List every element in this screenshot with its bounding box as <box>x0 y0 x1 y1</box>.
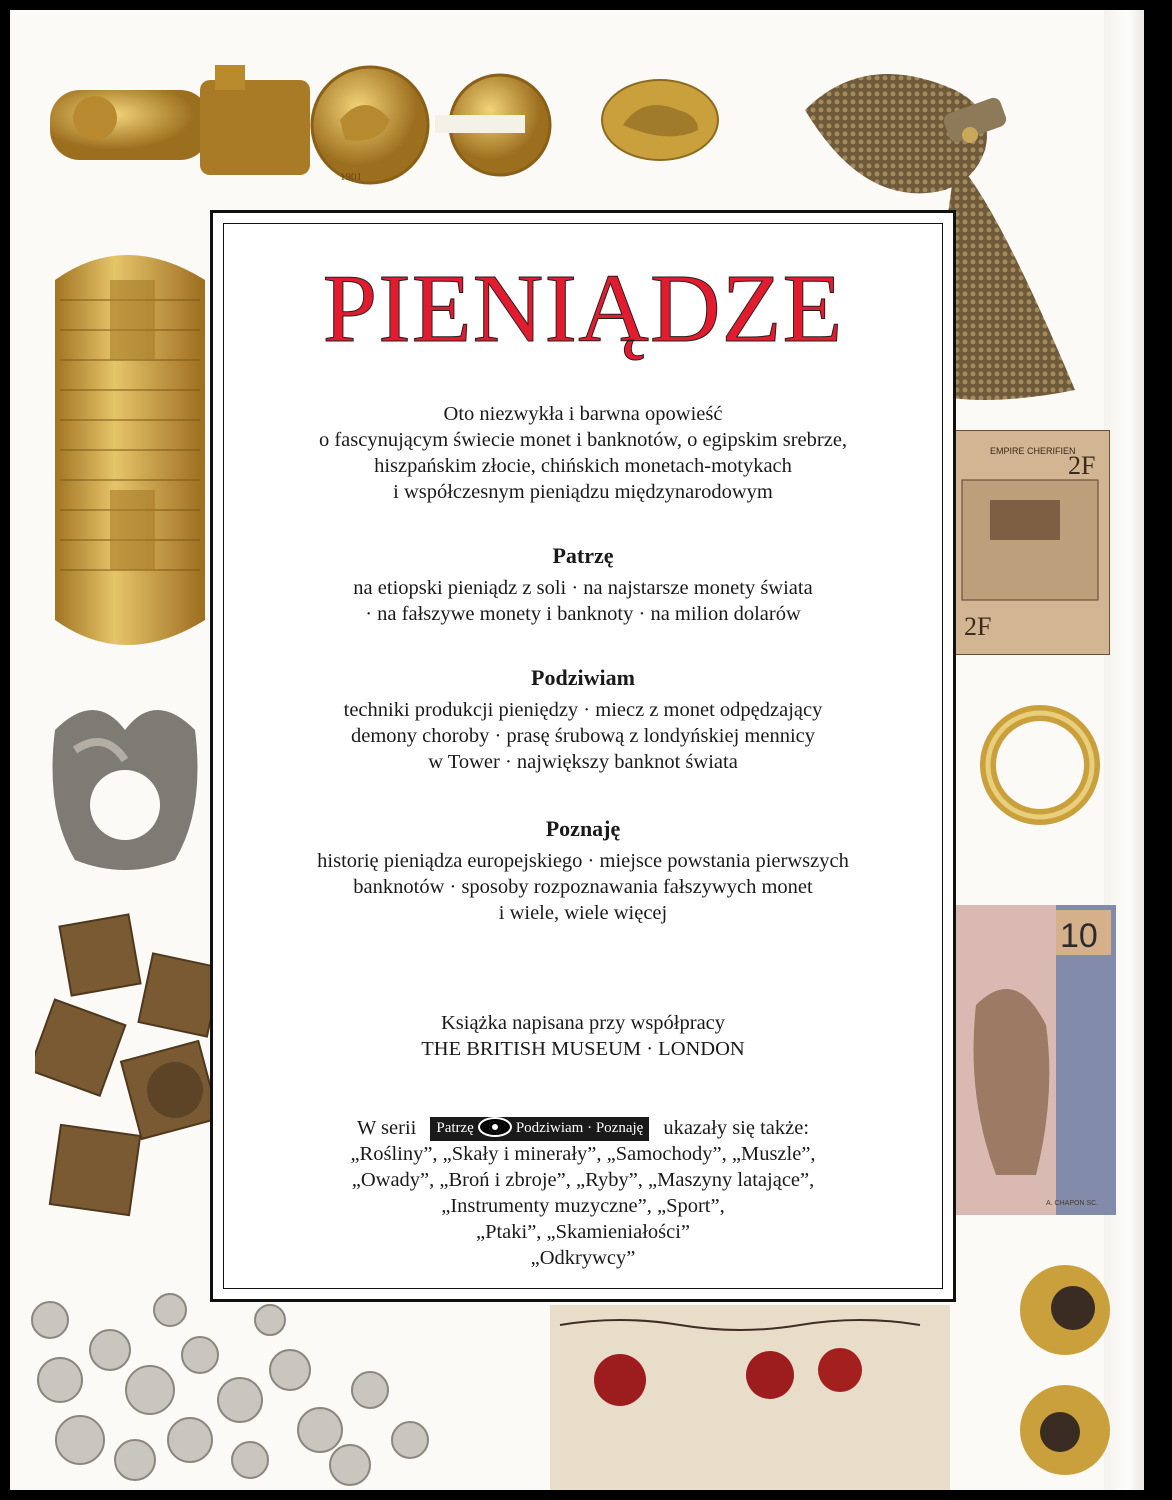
banknote-value-top: 2F <box>1068 451 1096 480</box>
section-line: techniki produkcji pieniędzy · miecz z monet odpędzający <box>343 699 823 721</box>
banknote-engraver-text: A. CHAPON SC. <box>1046 1200 1099 1207</box>
gold-dark-coins-illustration <box>1015 1250 1115 1490</box>
intro-line: hiszpańskim złocie, chińskich monetach-motykach <box>374 455 792 477</box>
series-titles-line: „Rośliny”, „Skały i minerały”, „Samochody”, „Muszle”, <box>350 1143 816 1166</box>
series-list <box>213 1115 953 1271</box>
series-titles-line: „Instrumenty muzyczne”, „Sport”, <box>441 1195 725 1218</box>
ancient-lion-coin-illustration <box>598 75 723 165</box>
book-title: PIENIĄDZE <box>322 255 844 363</box>
banknote-ten-value: 10 <box>1060 917 1098 955</box>
section-heading: Patrzę <box>552 543 614 568</box>
coin-year-text: 1901 <box>340 171 362 183</box>
eye-icon <box>478 1117 512 1137</box>
section-podziwiam <box>213 665 953 775</box>
cooperation-note <box>213 1010 953 1062</box>
book-cover <box>10 10 1144 1490</box>
cover-text-panel <box>210 210 956 1302</box>
section-patrze <box>213 543 953 627</box>
section-heading: Podziwiam <box>531 665 635 690</box>
banknote-value-bottom: 2F <box>964 612 992 641</box>
gold-ring-money-illustration <box>975 690 1105 840</box>
section-line: demony choroby · prasę śrubową z londyńskiej mennicy <box>351 725 815 747</box>
intro-line: o fascynującym świecie monet i banknotów, o egipskim srebrze, <box>318 429 848 451</box>
series-titles-line: „Owady”, „Broń i zbroje”, „Ryby”, „Maszyny latające”, <box>351 1169 815 1192</box>
series-badge-right: Podziwiam · Poznaję <box>515 1120 644 1137</box>
section-poznaje <box>213 816 953 926</box>
series-intro-line <box>213 1115 953 1141</box>
banknote-header-text: EMPIRE CHERIFIEN <box>990 446 1076 456</box>
series-prefix: W serii <box>356 1117 417 1139</box>
museum-name: THE BRITISH MUSEUM · LONDON <box>421 1038 745 1060</box>
series-badge-left: Patrzę <box>436 1120 474 1137</box>
series-titles-line: „Odkrywcy” <box>530 1247 636 1270</box>
section-heading: Poznaję <box>545 816 621 841</box>
intro-line: i współczesnym pieniądzu międzynarodowym <box>393 481 773 503</box>
cooperation-line: Książka napisana przy współpracy <box>440 1012 726 1034</box>
section-line: na etiopski pieniądz z soli · na najstarsze monety świata <box>353 577 813 599</box>
camel-banknote-10-illustration <box>956 905 1116 1215</box>
gold-koban-bar-illustration <box>25 240 225 660</box>
moroccan-banknote-2f-illustration <box>950 430 1110 655</box>
coin-weight-scale-illustration <box>40 60 560 190</box>
series-logo-badge <box>430 1117 649 1141</box>
section-line: banknotów · sposoby rozpoznawania fałszywych monet <box>353 876 813 898</box>
square-bronze-coins-illustration <box>35 910 230 1240</box>
section-line: historię pieniądza europejskiego · miejsce powstania pierwszych <box>317 850 849 872</box>
silver-manilla-illustration <box>35 690 215 890</box>
section-line: · na fałszywe monety i banknoty · na milion dolarów <box>365 603 801 625</box>
section-line: i wiele, wiele więcej <box>498 902 668 924</box>
series-suffix: ukazały się także: <box>663 1117 810 1139</box>
sealed-document-illustration <box>540 1295 960 1490</box>
intro-line: Oto niezwykła i barwna opowieść <box>443 403 723 425</box>
intro-paragraph <box>213 401 953 505</box>
section-line: w Tower · największy banknot świata <box>428 751 738 773</box>
series-titles-line: „Ptaki”, „Skamieniałości” <box>475 1221 691 1244</box>
